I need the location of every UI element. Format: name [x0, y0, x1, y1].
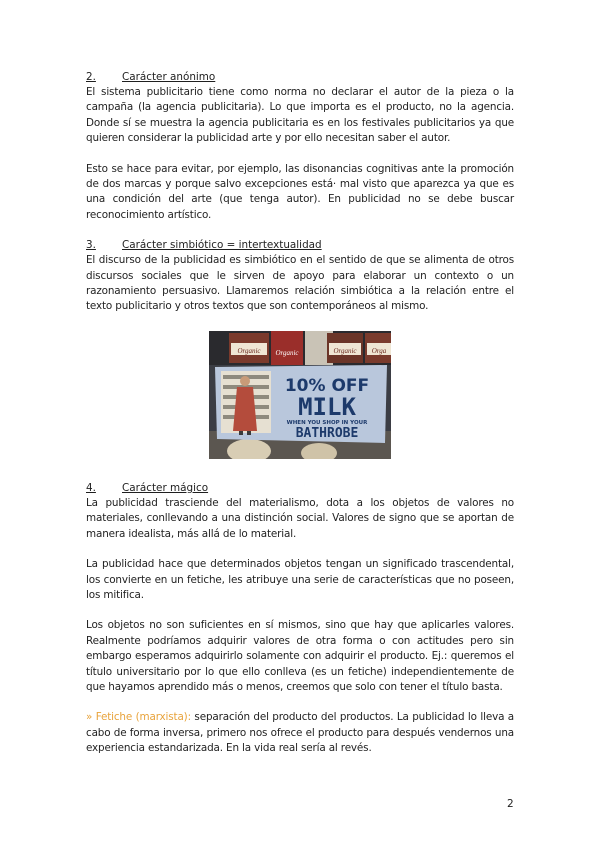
section-heading-magico — [86, 481, 514, 496]
paragraph: El sistema publicitario tiene como norma no declarar el autor de la pieza o la campaña (la agencia publicitaria). Lo que importa es el producto, no la agencia. Donde sí se muestra la agencia publicitaria es en los festivales publicitarios ya que quieren considerar la publicidad arte y por ello necesitan saber el autor. — [86, 86, 514, 145]
fetiche-paragraph — [86, 710, 514, 756]
milk-bathrobe-photo — [209, 331, 391, 459]
shelf-label: Organic — [237, 346, 261, 355]
section-number: 2. — [86, 71, 96, 83]
page-number: 2 — [507, 798, 514, 810]
paragraph: El discurso de la publicidad es simbiótico en el sentido de que se alimenta de otros discursos sociales que le sirven de apoyo para elaborar un contexto o un razonamiento persuasivo. Llamaremos relación simbiótica a la relación entre el texto publicitario y otros textos que son contemporáneos al mismo. — [86, 254, 514, 313]
sign-line-product: MILK — [298, 392, 356, 421]
section-title: Carácter anónimo — [122, 71, 216, 83]
sign-line-discount: 10% OFF — [284, 375, 370, 396]
section-heading-simbiotico — [86, 238, 514, 253]
shelf-label: Orga — [371, 346, 387, 355]
section-heading-anonimo — [86, 70, 514, 85]
paragraph: Esto se hace para evitar, por ejemplo, las disonancias cognitivas ante la promoción de dos marcas y porque salvo excepciones está· mal visto que aparezca ya que es una condición del arte (que tenga autor). En publicidad no se debe buscar reconocimiento artístico. — [86, 162, 514, 221]
section-title: Carácter mágico — [122, 481, 209, 494]
paragraph: Los objetos no son suficientes en sí mismos, sino que hay que aplicarles valores. Realmente podríamos adquirir valores de otra forma o con actitudes pero sin embargo esperamos adquirirlo solamente con adquirir el producto. Ej.: queremos el título universitario por lo que ello conlleva (es un fetiche) independientemente de que hayamos aprendido más o menos, creemos que solo con tener el título basta. — [86, 619, 514, 693]
fetiche-text: separación del producto del productos. La publicidad lo lleva a cabo de forma inversa, primero nos ofrece el producto para después vendernos una experiencia estandarizada. En la vida real sería al revés. — [86, 711, 514, 755]
document-page — [86, 70, 514, 757]
paragraph: La publicidad hace que determinados objetos tengan un significado trascendental, los convierte en un fetiche, les atribuye una serie de características que no poseen, los mitifica. — [86, 558, 514, 601]
fetiche-term: » Fetiche (marxista): — [86, 711, 191, 724]
section-title: Carácter simbiótico = intertextualidad — [122, 239, 322, 252]
section-number: 3. — [86, 239, 96, 252]
sign-line-bathrobe: BATHROBE — [295, 425, 359, 441]
shelf-label: Organic — [333, 346, 357, 355]
sign-line-condition: WHEN YOU SHOP IN YOUR — [286, 419, 368, 426]
section-number: 4. — [86, 481, 96, 494]
paragraph: La publicidad trasciende del materialismo, dota a los objetos de valores no materiales, conllevando a una distinción social. Valores de signo que se aportan de manera idealista, más allá de lo material. — [86, 496, 514, 540]
shelf-label: Organic — [275, 348, 299, 357]
